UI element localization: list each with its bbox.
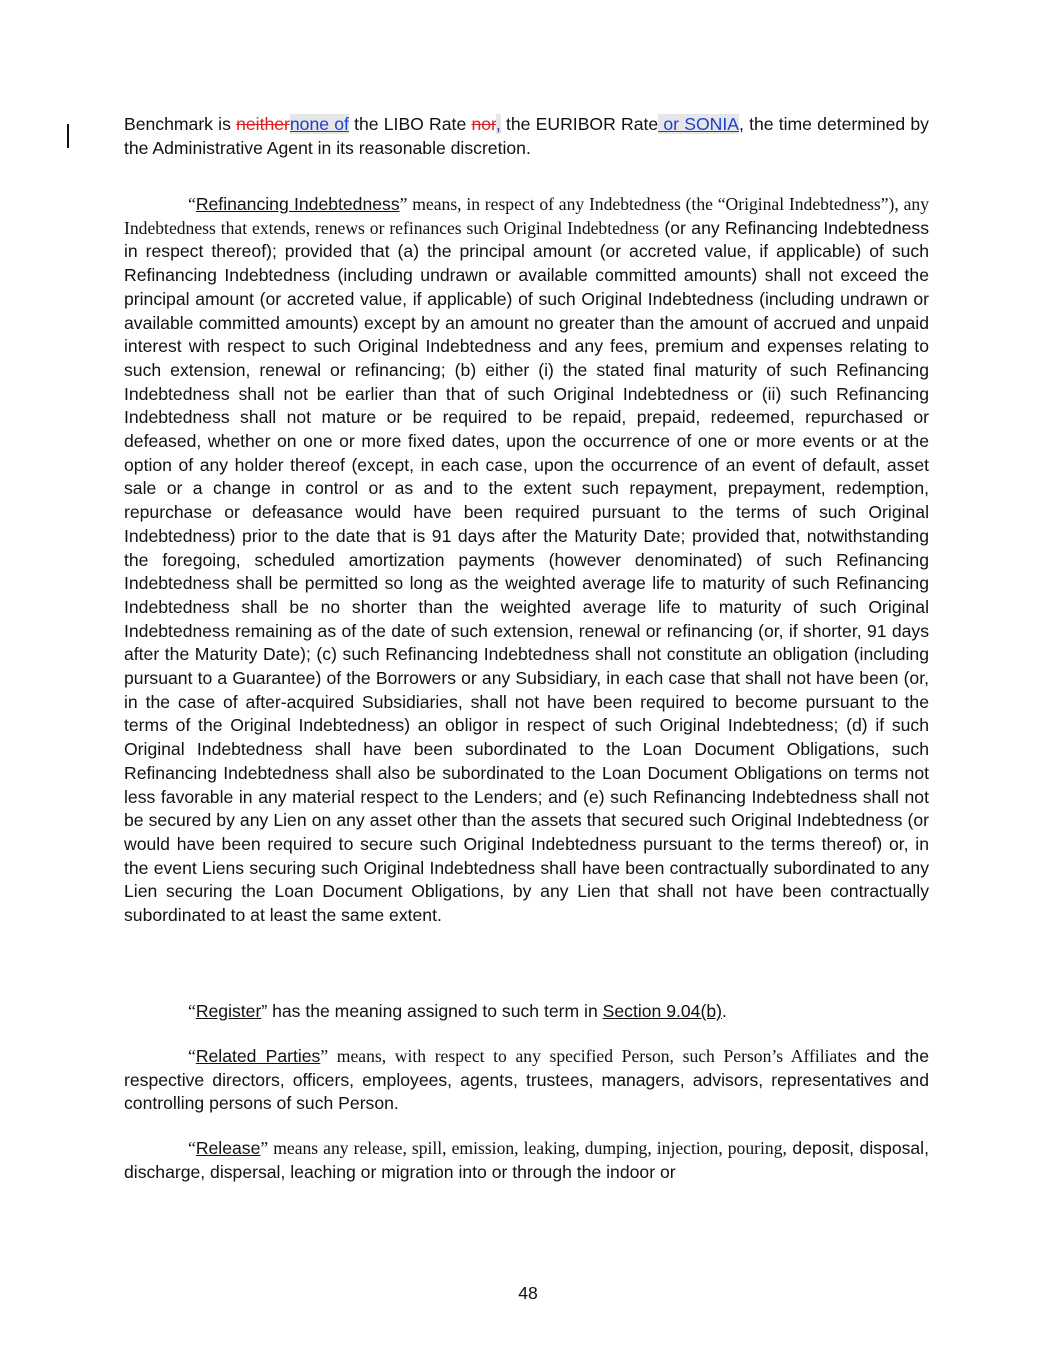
open-quote: “ [188,194,196,214]
definition-release [124,1137,929,1184]
open-quote: “ [188,1138,196,1158]
text-run: (or any Refinancing Indebtedness in respect thereof); provided that (a) the principal amount (or accreted value, if applicable) of such Refinancing Indebtedness (including undrawn or available committed amounts) shall not exceed the principal amount (or accreted value, if applicable) of such Original Indebtedness (including undrawn or available committed amounts) except by an amount no greater than the amount of accrued and unpaid interest with respect to such Original Indebtedness and any fees, premium and expenses relating to such extension, renewal or refinancing; (b) either (i) the stated final maturity of such Refinancing Indebtedness shall not be earlier than that of such Original Indebtedness or (ii) such Refinancing Indebtedness shall not mature or be required to be repaid, prepaid, redeemed, repurchased or defeased, whether on one or more fixed dates, upon the occurrence of one or more events or at the option of any holder thereof (except, in each case, upon the occurrence of an event of default, asset sale or a change in control or as and to the extent such repayment, prepayment, redemption, repurchase or defeasance would have been required pursuant to the terms of such Original Indebtedness) prior to the date that is 91 days after the Maturity Date; provided that, notwithstanding the foregoing, scheduled amortization payments (however denominated) of such Refinancing Indebtedness shall be permitted so long as the weighted average life to maturity of such Refinancing Indebtedness shall be no shorter than the weighted average life to maturity of such Original Indebtedness remaining as of the date of such extension, renewal or refinancing (or, if shorter, 91 days after the Maturity Date); (c) such Refinancing Indebtedness shall not constitute an obligation (including pursuant to a Guarantee) of the Borrowers or any Subsidiary, in each case that shall not have been (or, in the case of after-acquired Subsidiaries, shall not have been required to become pursuant to the terms of the Original Indebtedness) an obligor in respect of such Original Indebtedness; (d) if such Original Indebtedness shall have been subordinated to the Loan Document Obligations, such Refinancing Indebtedness shall also be subordinated to the Loan Document Obligations on terms not less favorable in any material respect to the Lenders; and (e) such Refinancing Indebtedness shall not be secured by any Lien on any asset other than the assets that secured such Original Indebtedness (or would have been required to secure such Original Indebtedness pursuant to the terms thereof) or, in the event Liens securing such Original Indebtedness shall have been contractually subordinated to any Lien securing the Loan Document Obligations, by any Lien that shall not have been contractually subordinated to at least the same extent. [124,217,929,926]
definition-register [124,1000,929,1024]
text-run: Benchmark is [124,114,237,134]
text-run: ” means any release, spill, emission, leaking, dumping, injection, pouring, [260,1138,787,1158]
defined-term: Refinancing Indebtedness [195,194,400,214]
defined-term: Related Parties [195,1046,321,1066]
text-run: ” has the meaning assigned to such term in [261,1001,603,1021]
revision-change-bar [67,124,69,148]
section-reference: Section 9.04(b) [602,1001,722,1021]
text-run: . [721,1001,727,1021]
text-run: ” means, with respect to any specified Person, such Person’s Affiliates [320,1046,857,1066]
text-run: the LIBO Rate [348,114,472,134]
inserted-text: or SONIA [658,114,739,134]
page-number: 48 [518,1283,538,1303]
definition-refinancing-indebtedness [124,193,929,928]
defined-term: Release [195,1138,261,1158]
definition-related-parties [124,1045,929,1116]
text-run: deposit, disposal, discharge, dispersal, leaching or migration into or through the indoor or [124,1138,929,1182]
deleted-text: nor [471,114,496,134]
open-quote: “ [188,1046,196,1066]
text-run: ” means, in respect of any Indebtedness (the “Original Indebtedness”), any Indebtedness that extends, renews or refinances such Original Indebtedness [124,194,929,238]
inserted-text: none of [289,114,349,134]
defined-term: Register [195,1001,262,1021]
text-run: and the respective directors, officers, employees, agents, trustees, managers, advisors, representatives and controlling persons of such Person. [124,1046,929,1114]
text-run: , the time determined by the Administrative Agent in its reasonable discretion. [124,114,929,158]
inserted-text: , [495,114,501,134]
deleted-text: neither [236,114,290,134]
text-run: the EURIBOR Rate [500,114,659,134]
open-quote: “ [188,1001,196,1021]
paragraph-benchmark-continuation [124,113,929,160]
